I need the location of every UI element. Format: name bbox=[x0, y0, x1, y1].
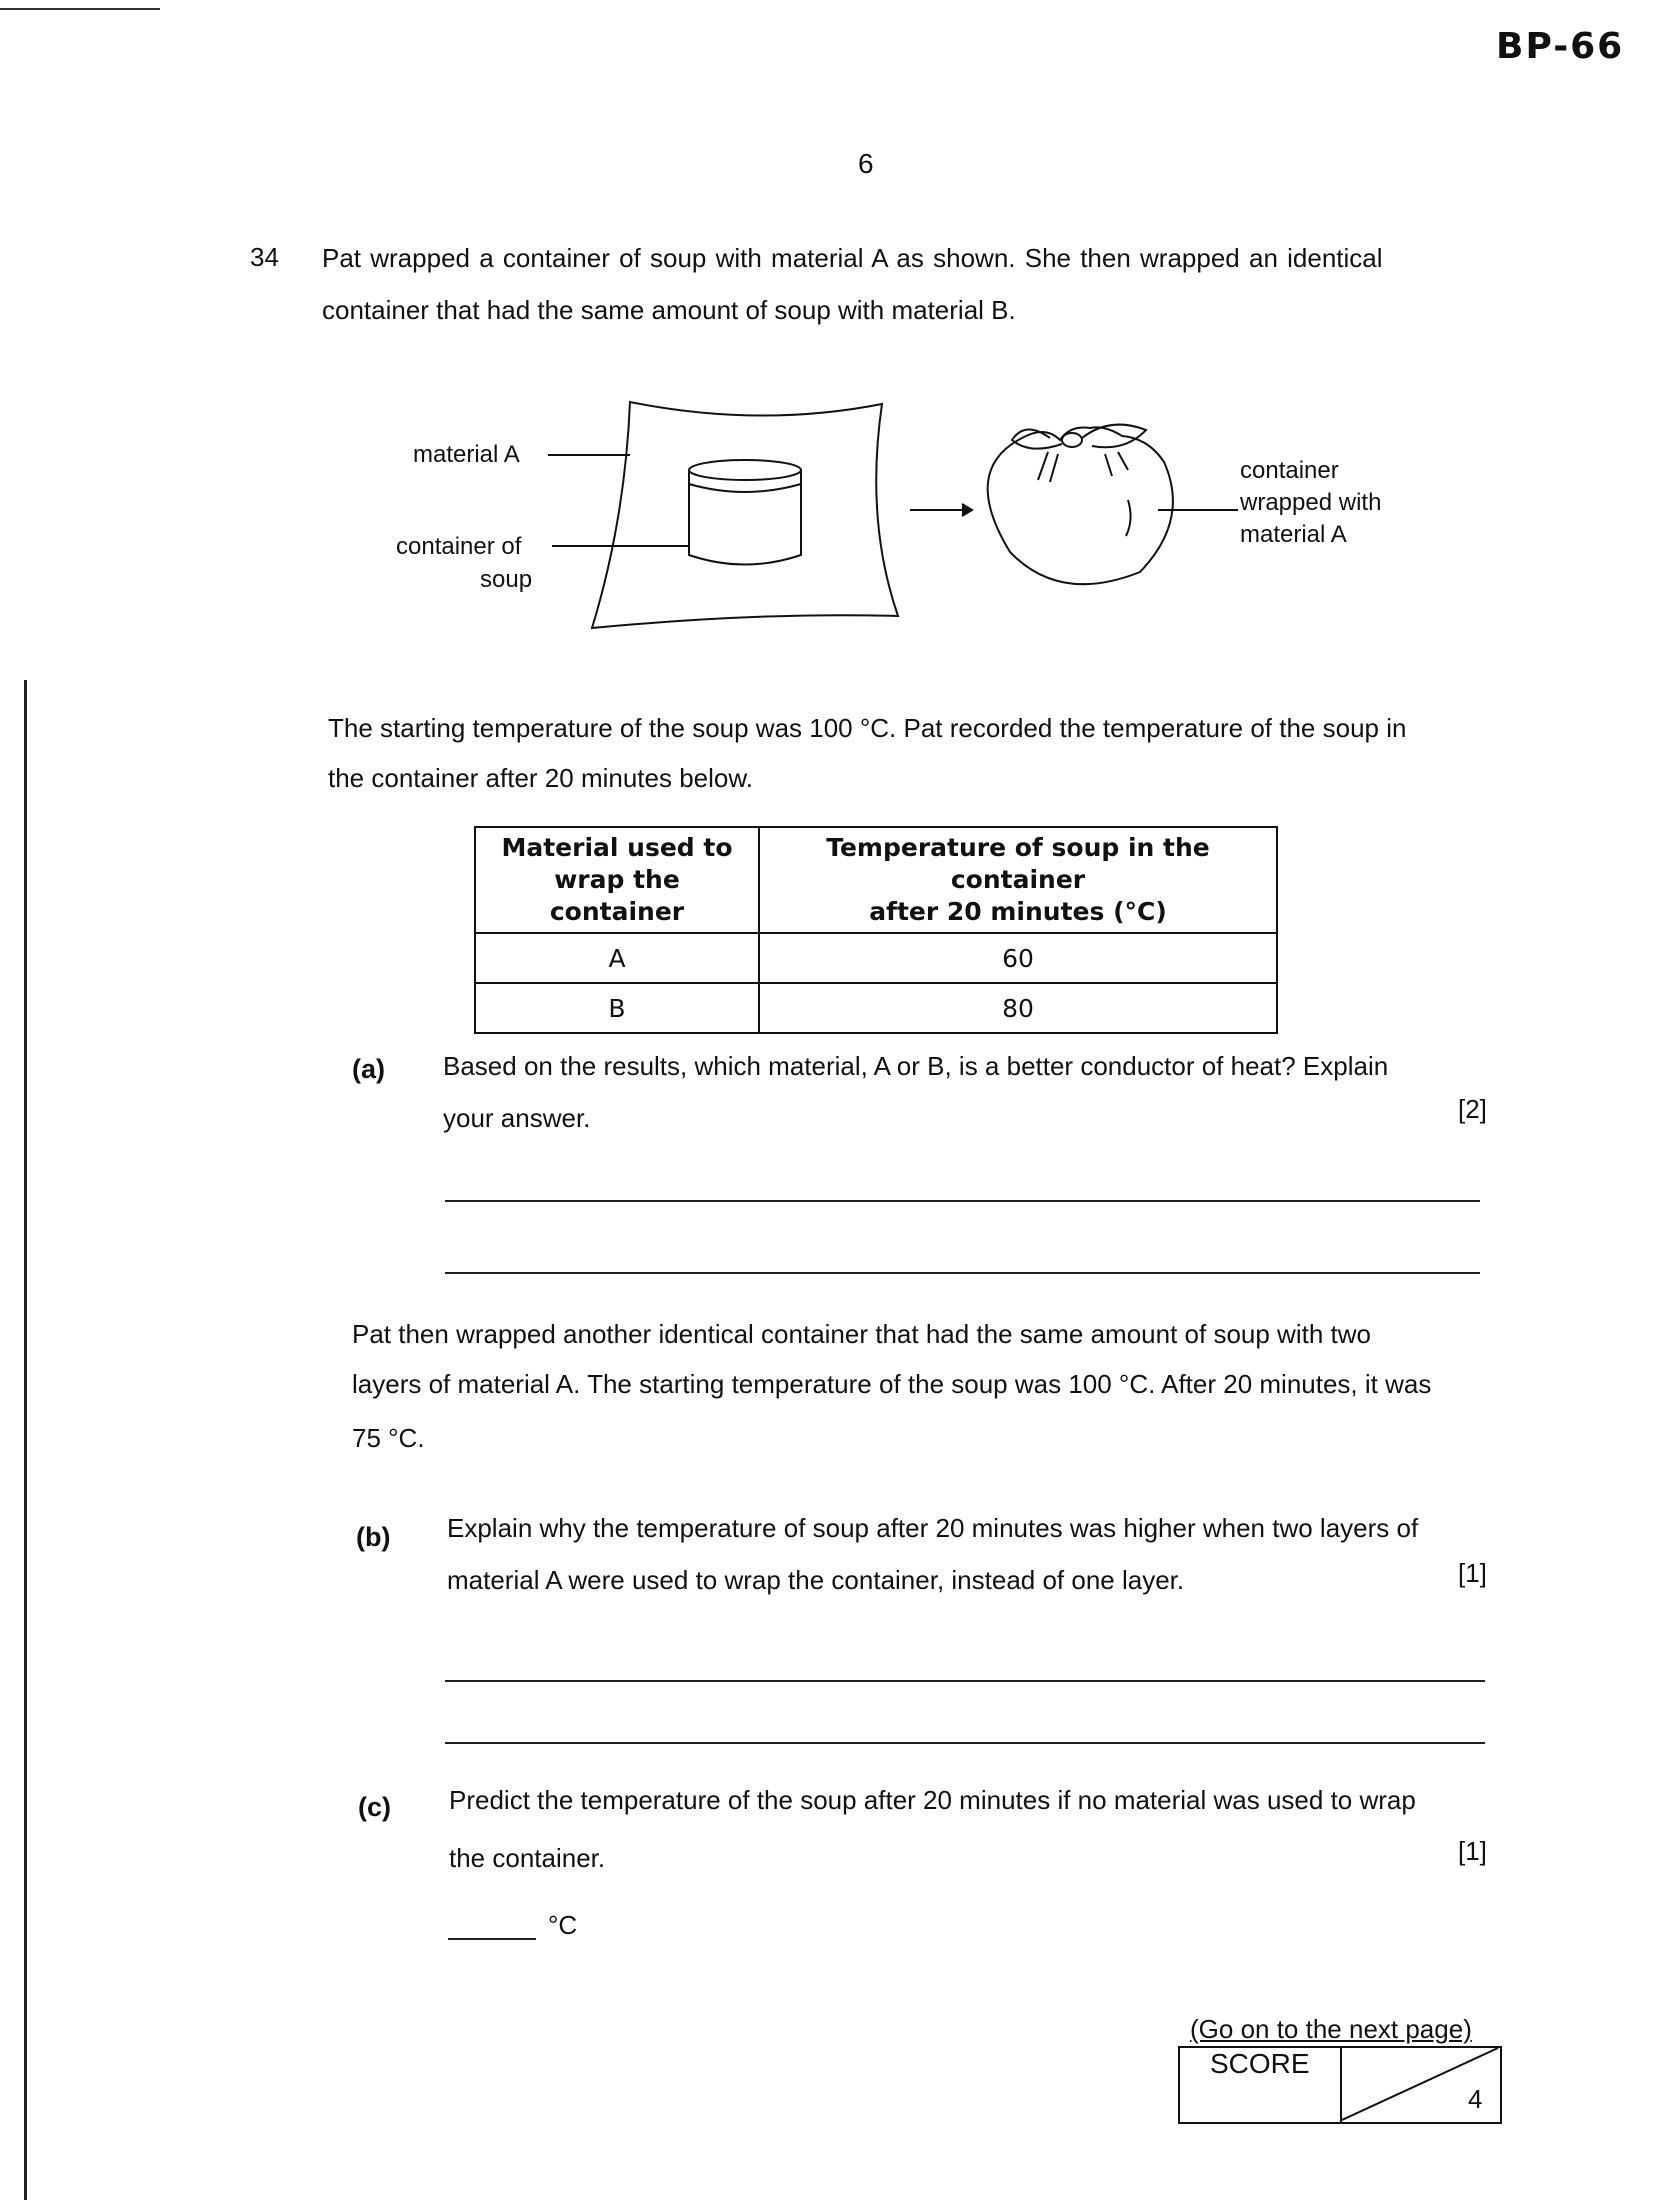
question-number: 34 bbox=[250, 242, 279, 272]
answer-blank-c[interactable] bbox=[448, 1938, 536, 1940]
part-b-label: (b) bbox=[356, 1522, 391, 1552]
part-b-line1: Explain why the temperature of soup after 20 minutes was higher when two layers of bbox=[447, 1513, 1419, 1543]
score-label: SCORE bbox=[1210, 2048, 1310, 2079]
label-wrapped-3: material A bbox=[1240, 521, 1347, 548]
column-header-material-line1: Material used to bbox=[501, 833, 733, 862]
cell-material: A bbox=[475, 933, 759, 983]
wrapping-diagram bbox=[540, 390, 1260, 640]
setup-line1: The starting temperature of the soup was 100 °C. Pat recorded the temperature of the soup in bbox=[328, 713, 1407, 743]
column-header-material-line2: wrap the container bbox=[549, 865, 685, 926]
column-header-temperature-line1: Temperature of soup in the container bbox=[826, 833, 1210, 894]
material-a-sheet bbox=[592, 402, 898, 628]
score-label-cell bbox=[1180, 2048, 1342, 2122]
label-container-of-soup-2: soup bbox=[480, 566, 533, 593]
cell-material: B bbox=[475, 983, 759, 1033]
part-c-unit: °C bbox=[548, 1910, 578, 1940]
followup-line3: 75 °C. bbox=[352, 1423, 425, 1453]
followup-line2: layers of material A. The starting temperature of the soup was 100 °C. After 20 minutes, it was bbox=[352, 1369, 1432, 1399]
scan-top-rule bbox=[0, 8, 160, 10]
question-intro-line1: Pat wrapped a container of soup with material A as shown. She then wrapped an identical bbox=[322, 243, 1383, 273]
continue-note: (Go on to the next page) bbox=[1190, 2014, 1472, 2044]
part-c-line2: the container. bbox=[449, 1843, 606, 1873]
table-header-row bbox=[475, 827, 1277, 933]
wrapped-bundle-icon bbox=[988, 425, 1173, 585]
score-total: 4 bbox=[1468, 2084, 1483, 2114]
part-a-label: (a) bbox=[352, 1054, 385, 1084]
answer-line-a1[interactable] bbox=[445, 1200, 1480, 1202]
label-container-of-soup-1: container of bbox=[396, 533, 522, 560]
label-material-a: material A bbox=[413, 441, 520, 468]
part-c-label: (c) bbox=[358, 1792, 391, 1822]
score-box bbox=[1178, 2046, 1502, 2124]
setup-line2: the container after 20 minutes below. bbox=[328, 763, 753, 793]
document-code: BP-66 bbox=[1496, 26, 1625, 67]
answer-line-b1[interactable] bbox=[445, 1680, 1485, 1682]
table-row bbox=[475, 983, 1277, 1033]
scan-left-edge bbox=[24, 680, 27, 2200]
soup-container-icon bbox=[689, 460, 801, 565]
page-number: 6 bbox=[858, 148, 874, 179]
cell-temperature: 60 bbox=[759, 933, 1277, 983]
part-b-line2: material A were used to wrap the container, instead of one layer. bbox=[447, 1565, 1185, 1595]
column-header-temperature-line2: after 20 minutes (°C) bbox=[869, 897, 1167, 926]
label-wrapped-2: wrapped with bbox=[1240, 489, 1382, 516]
followup-line1: Pat then wrapped another identical container that had the same amount of soup with two bbox=[352, 1319, 1371, 1349]
question-intro-line2: container that had the same amount of soup with material B. bbox=[322, 295, 1016, 325]
column-header-material bbox=[475, 827, 759, 933]
label-wrapped-1: container bbox=[1240, 457, 1339, 484]
part-c-line1: Predict the temperature of the soup after 20 minutes if no material was used to wrap bbox=[449, 1785, 1416, 1815]
column-header-temperature bbox=[759, 827, 1277, 933]
cell-temperature: 80 bbox=[759, 983, 1277, 1033]
answer-line-b2[interactable] bbox=[445, 1742, 1485, 1744]
part-b-marks: [1] bbox=[1458, 1558, 1487, 1588]
results-table bbox=[474, 826, 1278, 1034]
part-a-marks: [2] bbox=[1458, 1094, 1487, 1124]
part-a-line2: your answer. bbox=[443, 1103, 591, 1133]
answer-line-a2[interactable] bbox=[445, 1272, 1480, 1274]
table-row bbox=[475, 933, 1277, 983]
part-c-marks: [1] bbox=[1458, 1836, 1487, 1866]
part-a-line1: Based on the results, which material, A or B, is a better conductor of heat? Explain bbox=[443, 1051, 1389, 1081]
